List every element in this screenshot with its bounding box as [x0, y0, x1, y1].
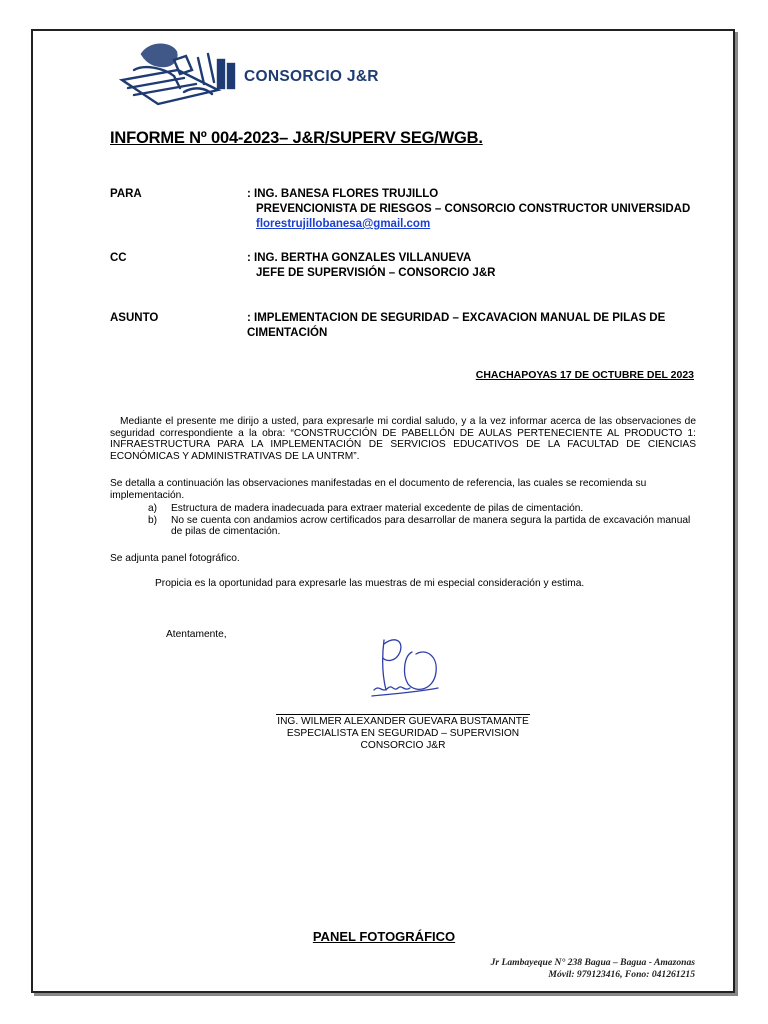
- footer-address: Jr Lambayeque N° 238 Bagua – Bagua - Amazonas: [490, 957, 695, 968]
- asunto-line2: CIMENTACIÓN: [247, 327, 328, 339]
- asunto-label: ASUNTO: [110, 312, 159, 324]
- cc-label: CC: [110, 252, 127, 264]
- asunto-line1: : IMPLEMENTACION DE SEGURIDAD – EXCAVACION MANUAL DE PILAS DE: [247, 312, 666, 324]
- intro-paragraph: Mediante el presente me dirijo a usted, para expresarle mi cordial saludo, y a la vez informar acerca de las observaciones de seguridad correspondiente a la obra: “CONSTRUCCIÓN DE PABELLÓN DE AULAS PERTENECIENTE AL PRODUCTO 1: INFRAESTRUCTURA PARA LA IMPLEMENTACIÓN DE SERVICIOS EDUCATIVOS DE LA FACULTAD DE CIENCIAS ECONÓMICAS Y ADMINISTRATIVAS DE LA UNTRM”.: [110, 416, 696, 462]
- handwritten-signature: [368, 634, 448, 702]
- para-name: : ING. BANESA FLORES TRUJILLO: [247, 188, 439, 200]
- detail-paragraph: Se detalla a continuación las observaciones manifestadas en el documento de referencia, las cuales se recomienda su implementación.: [110, 478, 647, 501]
- para-label: PARA: [110, 188, 142, 200]
- footer-contact: [491, 957, 695, 981]
- para-value: [247, 187, 690, 232]
- panel-title: PANEL FOTOGRÁFICO: [312, 929, 456, 944]
- para-email-link[interactable]: florestrujillobanesa@gmail.com: [256, 218, 431, 230]
- list-item: b) No se cuenta con andamios acrow certificados para desarrollar de manera segura la partida de excavación manual de pilas de cimentación.: [148, 514, 691, 537]
- cc-name: : ING. BERTHA GONZALES VILLANUEVA: [247, 252, 472, 264]
- signer-org: CONSORCIO J&R: [360, 740, 446, 751]
- asunto-value: [247, 311, 665, 341]
- cc-value: [247, 251, 495, 281]
- engineer-drafting-logo: [114, 40, 244, 106]
- footer-phones: Móvil: 979123416, Fono: 041261215: [548, 969, 695, 980]
- observations-list: [148, 503, 696, 538]
- signature-line: [276, 714, 530, 715]
- report-title: INFORME Nº 004-2023– J&R/SUPERV SEG/WGB.: [110, 129, 483, 147]
- para-role: PREVENCIONISTA DE RIESGOS – CONSORCIO CONSTRUCTOR UNIVERSIDAD: [256, 203, 691, 215]
- closing-paragraph: Propicia es la oportunidad para expresarle las muestras de mi especial consideración y estima.: [155, 578, 585, 589]
- company-name: CONSORCIO J&R: [244, 68, 379, 85]
- letter-date: CHACHAPOYAS 17 DE OCTUBRE DEL 2023: [475, 369, 694, 381]
- cc-role: JEFE DE SUPERVISIÓN – CONSORCIO J&R: [256, 267, 496, 279]
- regards-text: Atentamente,: [166, 629, 227, 640]
- signer-role: ESPECIALISTA EN SEGURIDAD – SUPERVISION: [286, 728, 520, 739]
- list-item: a) Estructura de madera inadecuada para extraer material excedente de pilas de cimentación.: [148, 503, 584, 514]
- attached-note: Se adjunta panel fotográfico.: [110, 553, 240, 564]
- signer-name: ING. WILMER ALEXANDER GUEVARA BUSTAMANTE: [277, 716, 529, 727]
